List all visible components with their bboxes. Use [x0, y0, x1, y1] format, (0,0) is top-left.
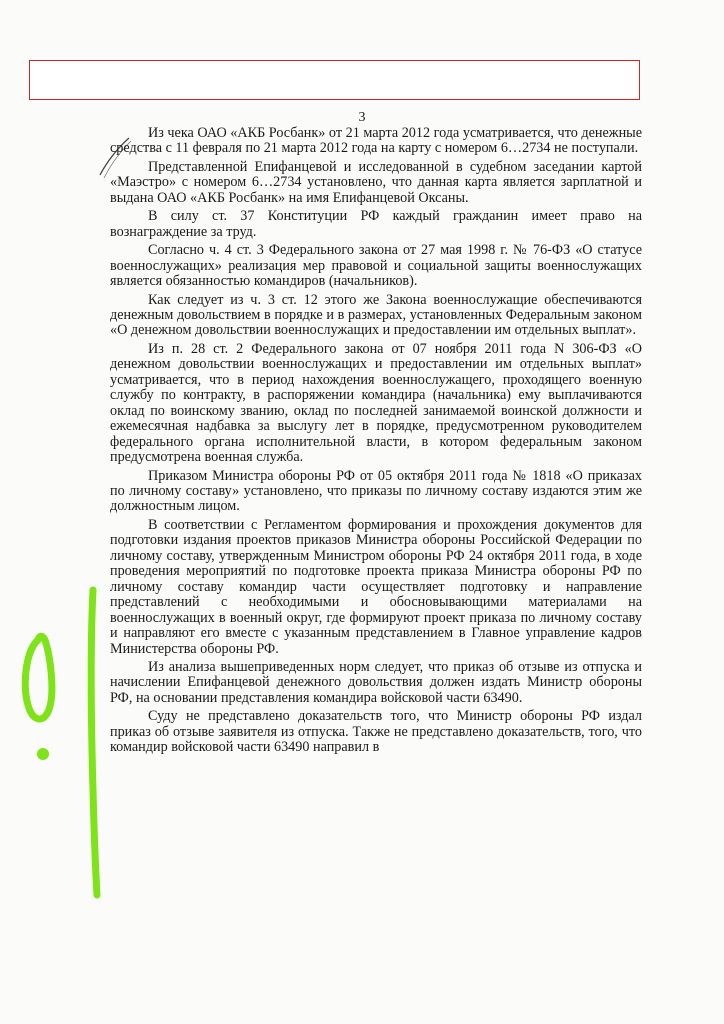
paragraph-law-76: Согласно ч. 4 ст. 3 Федерального закона от 27 мая 1998 г. № 76-ФЗ «О статусе военнослужащих» реализация мер правовой и социальной защиты военнослужащих является обязанностью командиров (начальников).	[110, 242, 642, 290]
paragraph-receipt: Из чека ОАО «АКБ Росбанк» от 21 марта 2012 года усматривается, что денежные средства с 11 февраля по 21 марта 2012 года на карту с номером 6…2734 не поступали.	[110, 125, 642, 157]
paragraph-constitution: В силу ст. 37 Конституции РФ каждый гражданин имеет право на вознаграждение за труд.	[110, 208, 642, 240]
paragraph-regulation: В соответствии с Регламентом формирования и прохождения документов для подготовки издания проектов приказов Министра обороны Российской Федерации по личному составу, утвержденным Министром обороны РФ 24 октября 2011 года, в ходе проведения мероприятий по подготовке проекта приказа Министра обороны РФ по личному составу командир части осуществляет подготовку и направление представлений с необходимыми и обосновывающими материалами на военнослужащих в военный округ, где формируют проект приказа по личному составу и направляют его вместе с указанным представлением в Главное управление кадров Министерства обороны РФ.	[110, 516, 642, 657]
paragraph-article-12: Как следует из ч. 3 ст. 12 этого же Закона военнослужащие обеспечиваются денежным довольствием в порядке и в размерах, установленных Федеральным законом «О денежном довольствии военнослужащих и предоставлении им отдельных выплат».	[110, 291, 642, 339]
paragraph-law-306: Из п. 28 ст. 2 Федерального закона от 07 ноября 2011 года N 306-ФЗ «О денежном довольствии военнослужащих и предоставлении им отдельных выплат» усматривается, что в период нахождения военнослужащего, проходящего военную службу по контракту, в распоряжении командира (начальника) ему выплачиваются оклад по воинскому званию, оклад по последней занимаемой воинской должности и ежемесячная надбавка за выслугу лет в порядке, предусмотренном руководителем федерального органа исполнительной власти, в котором федеральным законом предусмотрена военная служба.	[110, 340, 642, 466]
paragraph-card: Представленной Епифанцевой и исследованной в судебном заседании картой «Маэстро» с номером 6…2734 установлено, что данная карта является зарплатной и выдана ОАО «АКБ Росбанк» на имя Епифанцевой Оксаны.	[110, 158, 642, 206]
paragraph-order-1818: Приказом Министра обороны РФ от 05 октября 2011 года № 1818 «О приказах по личному составу» установлено, что приказы по личному составу издаются этим же должностным лицом.	[110, 467, 642, 515]
paragraph-analysis: Из анализа вышеприведенных норм следует, что приказ об отзыве из отпуска и начислении Епифанцевой денежного довольствия должен издать Министр обороны РФ, на основании представления командира войсковой части 63490.	[110, 658, 642, 706]
document-body	[110, 126, 642, 759]
paragraph-no-evidence: Суду не представлено доказательств того, что Министр обороны РФ издал приказ об отзыве заявителя из отпуска. Также не представлено доказательств, того, что командир войсковой части 63490 направил в	[110, 708, 642, 756]
page-number: 3	[358, 110, 366, 125]
